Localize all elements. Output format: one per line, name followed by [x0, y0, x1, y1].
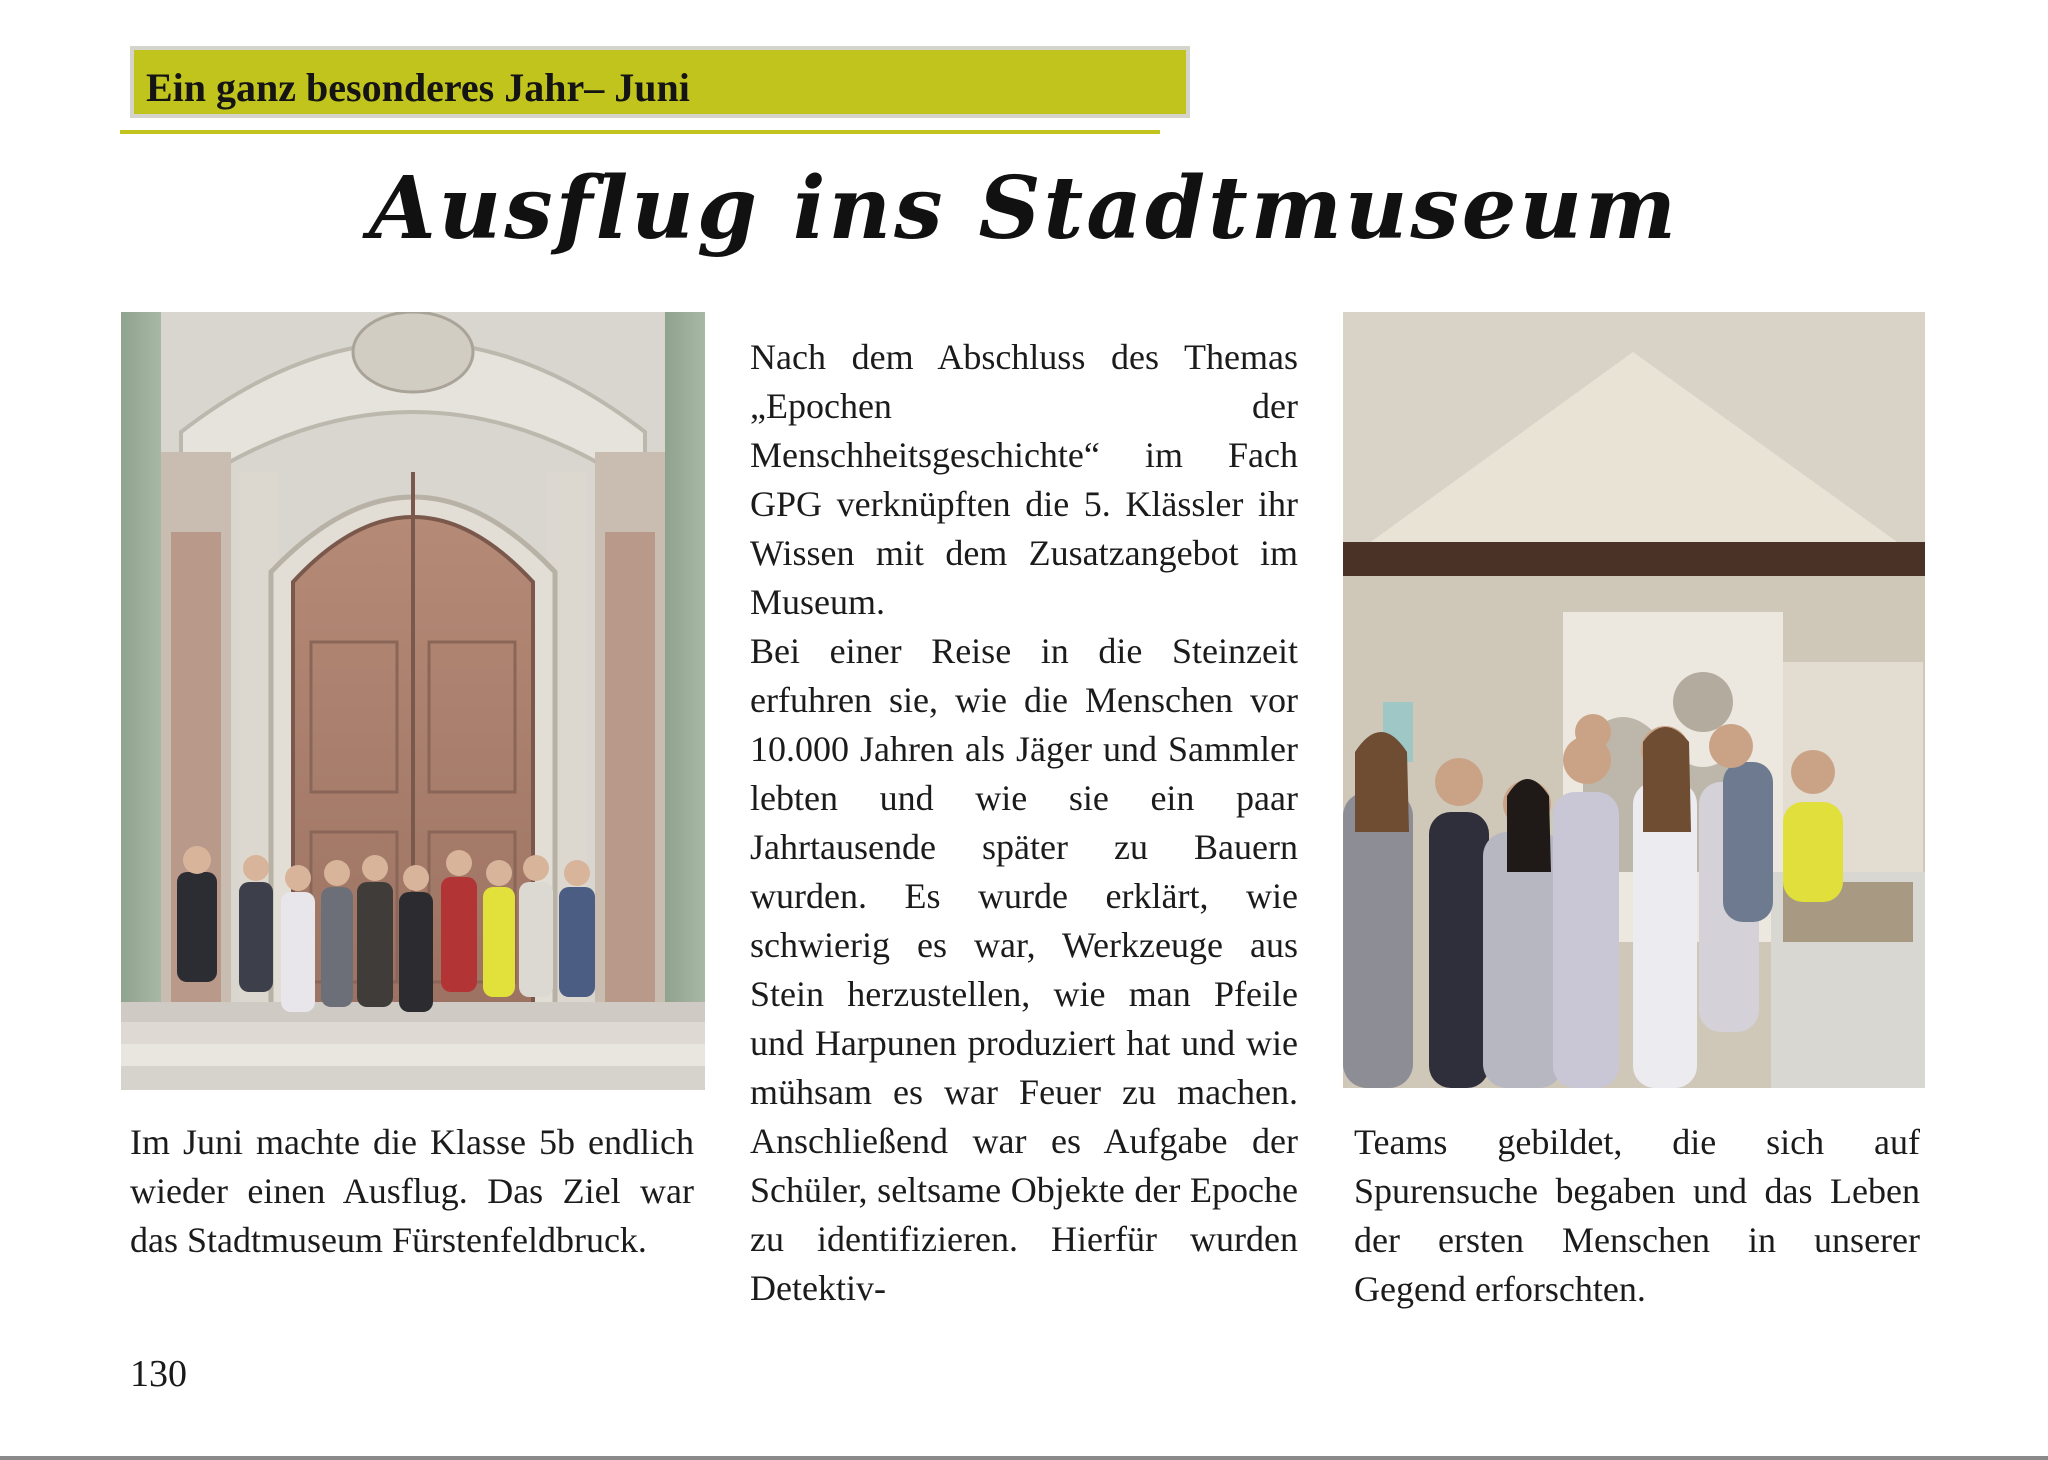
section-header: [130, 46, 1190, 118]
photo-museum-exhibit: [1343, 312, 1925, 1088]
section-label: Ein ganz besonderes Jahr– Juni: [146, 65, 690, 110]
article-paragraph-1: Nach dem Abschluss des Themas „Epochen der Menschheitsgeschichte“ im Fach GPG verknüpften die 5. Klässler ihr Wissen mit dem Zusatzangebot im Museum.: [750, 337, 1298, 622]
page-title: Ausflug ins Stadtmuseum: [368, 158, 1680, 259]
caption-left: Im Juni machte die Klasse 5b endlich wieder einen Ausflug. Das Ziel war das Stadtmuseum Fürstenfeldbruck.: [130, 1122, 694, 1260]
bottom-rule: [0, 1456, 2048, 1460]
article-body: [750, 333, 1298, 1313]
photo-group-at-portal: [121, 312, 705, 1090]
article-paragraph-2: Bei einer Reise in die Steinzeit erfuhren sie, wie die Menschen vor 10.000 Jahren als Jäger und Sammler lebten und wie sie ein paar Jahrtausende später zu Bauern wurden. Es wurde erklärt, wie schwierig es war, Werkzeuge aus Stein herzustellen, wie man Pfeile und Harpunen produziert hat und wie mühsam es war Feuer zu machen. Anschließend war es Aufgabe der Schüler, seltsame Objekte der Epoche zu identifizieren. Hierfür wurden Detektiv-: [750, 631, 1298, 1308]
page-number: 130: [130, 1353, 187, 1395]
caption-right: Teams gebildet, die sich auf Spurensuche begaben und das Leben der ersten Menschen in unserer Gegend erforschten.: [1354, 1122, 1920, 1309]
section-underline: [120, 130, 1160, 134]
